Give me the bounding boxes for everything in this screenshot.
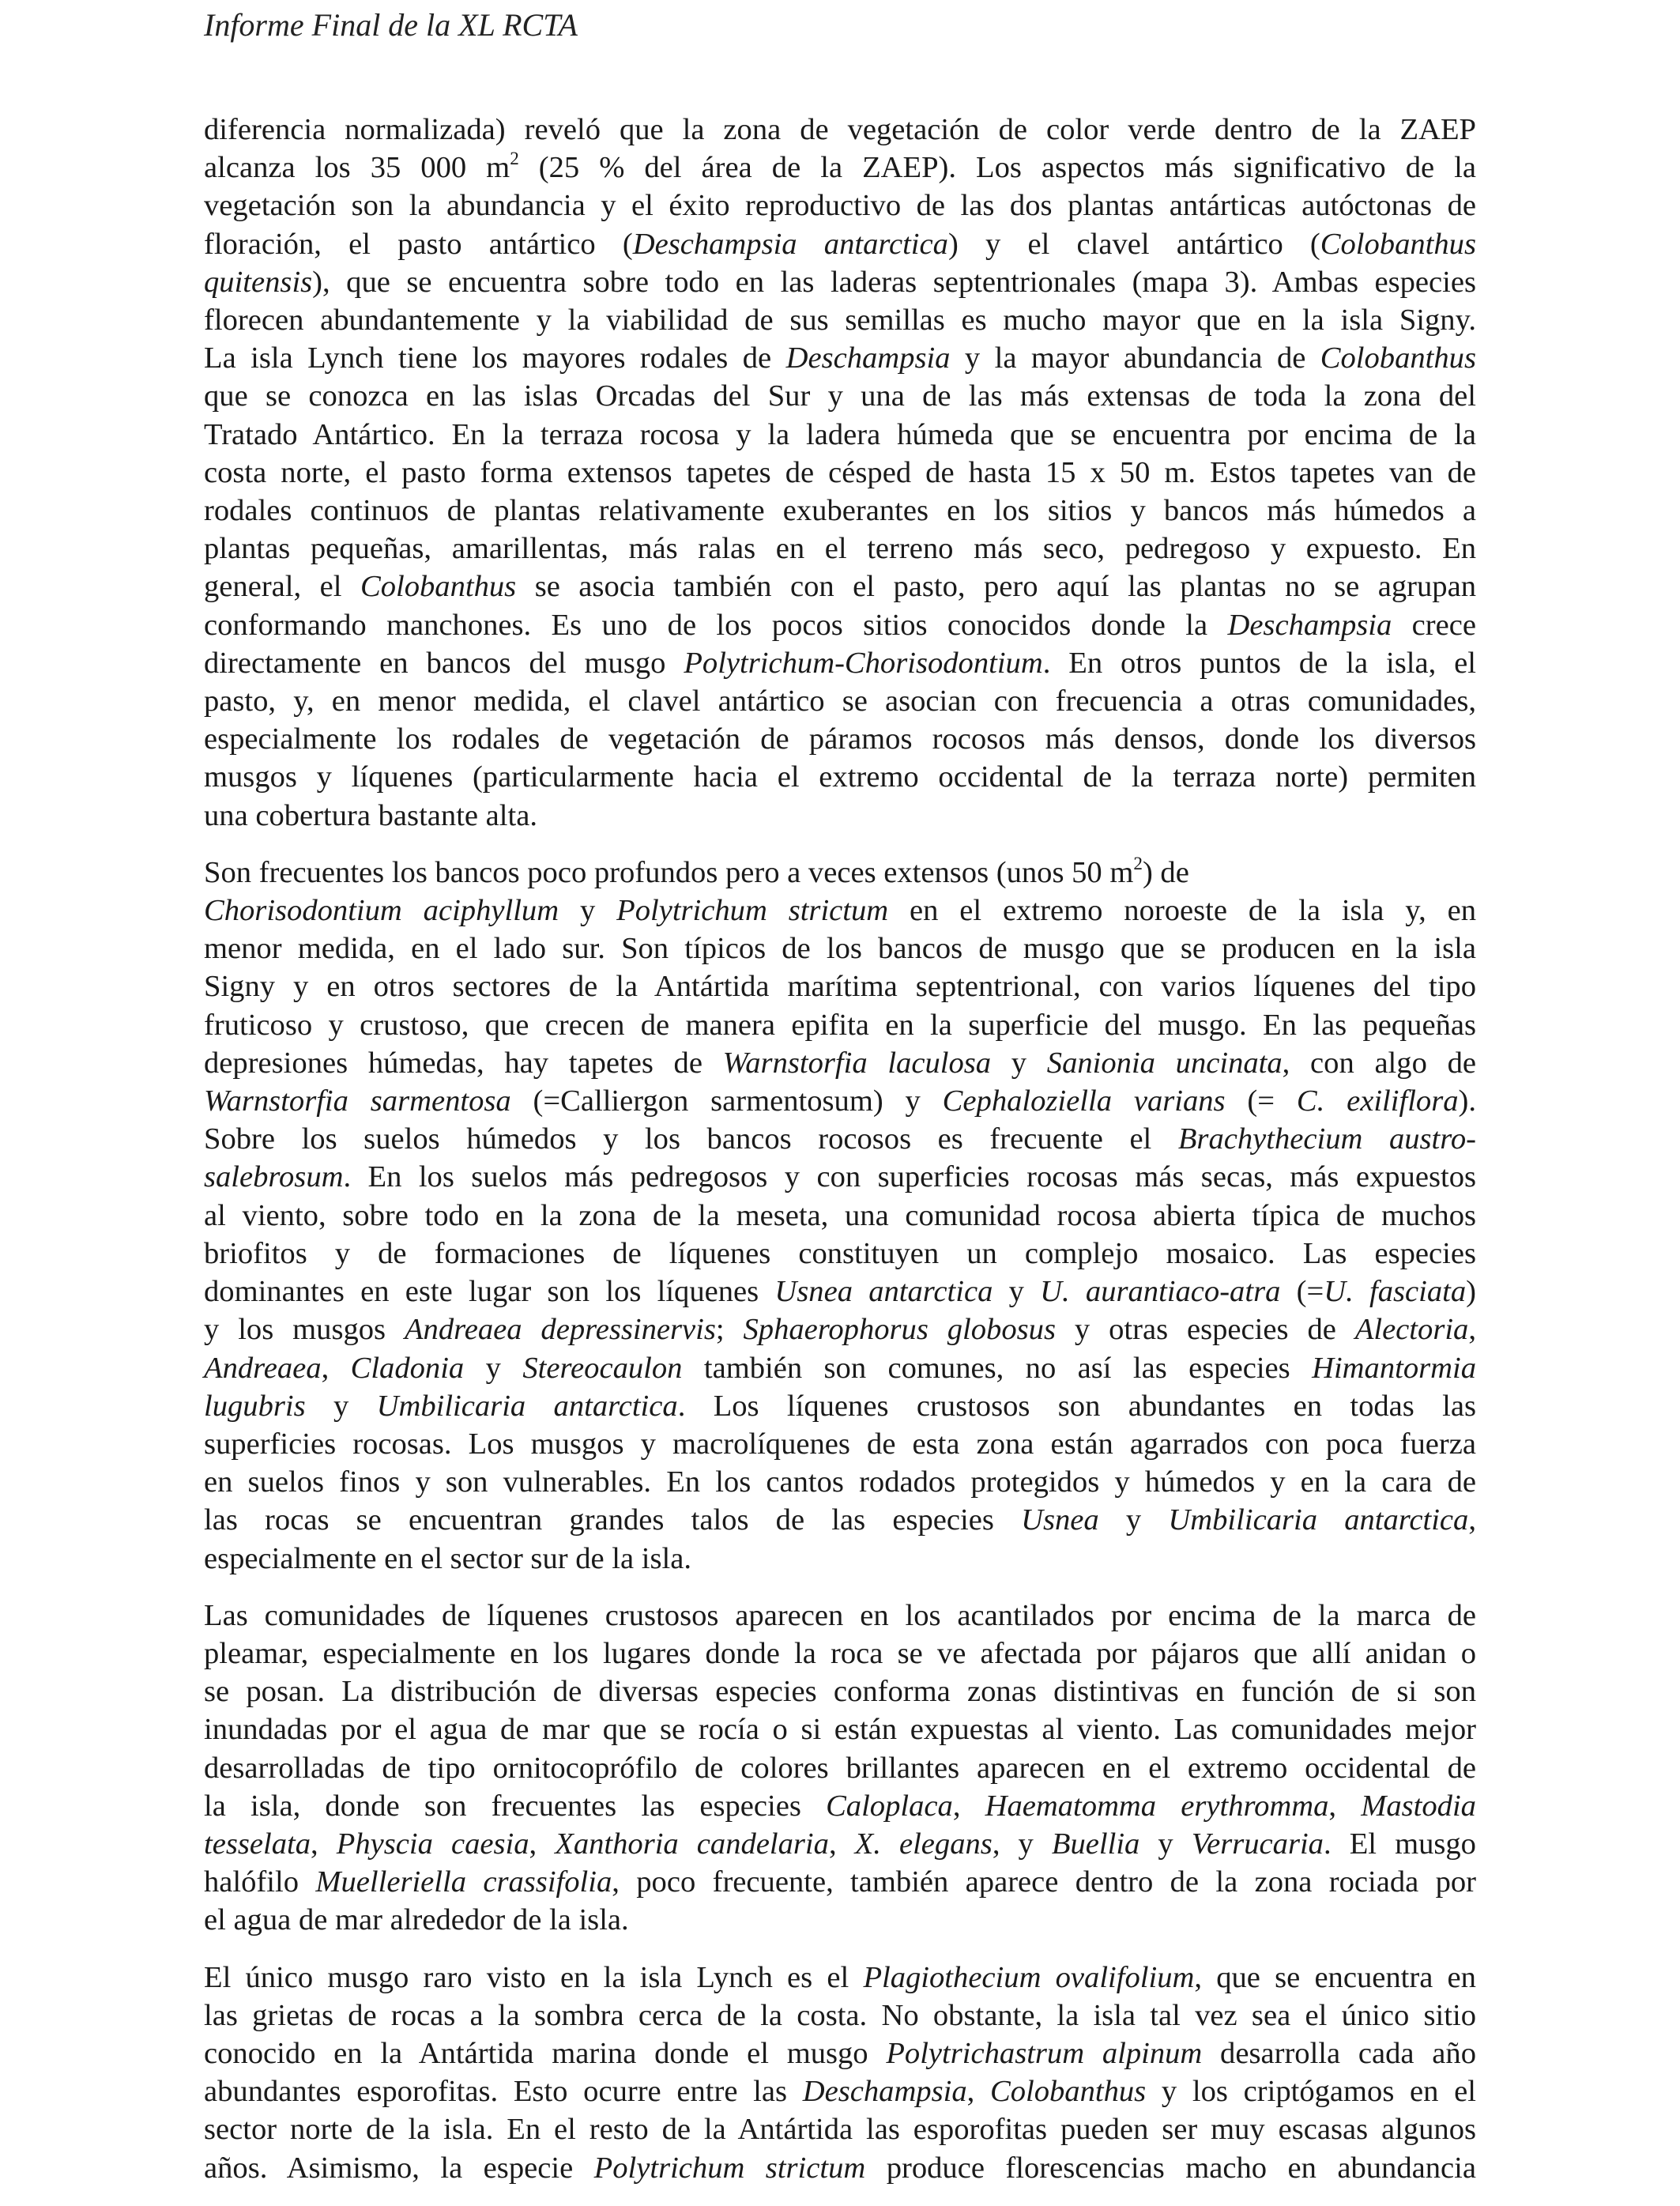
paragraph (204, 111, 1476, 835)
italic-term: Verrucaria (1191, 1827, 1324, 1861)
text-run: directamente en bancos del musgo (204, 646, 684, 680)
text-line (204, 967, 1476, 1005)
text-run: las grietas de rocas a la sombra cerca de la costa. No obstante, la isla tal vez sea el único sitio (204, 1998, 1476, 2032)
text-line (204, 2034, 1476, 2072)
text-run: , y (992, 1827, 1052, 1861)
text-run: rodales continuos de plantas relativamente exuberantes en los sitios y bancos más húmedos a (204, 494, 1476, 528)
text-run: y la mayor abundancia de (950, 341, 1320, 375)
text-line (204, 644, 1476, 682)
italic-term: Deschampsia (785, 341, 951, 375)
document-body (204, 111, 1476, 2206)
italic-term: Xanthoria candelaria (555, 1827, 829, 1861)
text-line (204, 720, 1476, 758)
text-line (204, 149, 1476, 187)
text-line (204, 1959, 1476, 1997)
text-run: en el extremo noroeste de la isla y, en (888, 894, 1476, 928)
italic-term: Umbilicaria antarctica (376, 1389, 678, 1423)
text-line (204, 1997, 1476, 2034)
italic-term: Colobanthus (989, 2075, 1147, 2109)
text-line (204, 758, 1476, 796)
text-run: , (1468, 1503, 1477, 1537)
text-run: , (529, 1827, 556, 1861)
italic-term: Colobanthus (360, 570, 517, 604)
text-run: . En los suelos más pedregosos y con superficies rocosas más secas, más expuestos (343, 1160, 1476, 1194)
text-run: pleamar, especialmente en los lugares donde la roca se ve afectada por pájaros que allí anidan o (204, 1636, 1476, 1670)
text-line (204, 1197, 1476, 1235)
text-run: el agua de mar alrededor de la isla. (204, 1903, 629, 1937)
text-run: , (321, 1351, 351, 1385)
italic-term: Mastodia (1361, 1789, 1476, 1823)
text-line (204, 1463, 1476, 1501)
text-run: La isla Lynch tiene los mayores rodales de (204, 341, 786, 375)
text-line (204, 111, 1476, 149)
text-line (204, 606, 1476, 644)
text-run: alcanza los 35 000 m (204, 151, 510, 185)
text-run: se posan. La distribución de diversas especies conforma zonas distintivas en función de si son (204, 1675, 1476, 1709)
text-run: y los criptógamos en el (1146, 2075, 1476, 2109)
text-run: ) y el clavel antártico ( (947, 227, 1320, 261)
text-run: al viento, sobre todo en la zona de la meseta, una comunidad rocosa abierta típica de muchos (204, 1198, 1476, 1232)
italic-term: U. aurantiaco-atra (1040, 1275, 1281, 1309)
text-run: (= (1225, 1084, 1297, 1118)
text-line (204, 1863, 1476, 1901)
text-run: y (991, 1046, 1047, 1080)
text-line (204, 2110, 1476, 2148)
paragraph (204, 854, 1476, 1578)
text-line (204, 1158, 1476, 1196)
text-run: abundantes esporofitas. Esto ocurre entre las (204, 2075, 803, 2109)
italic-term: Himantormia (1312, 1351, 1476, 1385)
text-run: en suelos finos y son vulnerables. En los cantos rodados protegidos y húmedos y en la cara de (204, 1465, 1476, 1499)
text-run: , (1468, 1313, 1476, 1347)
italic-term: Plagiothecium ovalifolium (863, 1960, 1195, 1994)
text-line (204, 1349, 1476, 1387)
text-run: se asocia también con el pasto, pero aquí las plantas no se agrupan (516, 570, 1476, 604)
text-run: y (559, 894, 617, 928)
italic-term: Chorisodontium aciphyllum (204, 894, 559, 928)
text-run: , que se encuentra en (1194, 1960, 1476, 1994)
text-run: costa norte, el pasto forma extensos tapetes de césped de hasta 15 x 50 m. Estos tapetes van de (204, 455, 1476, 489)
text-run: general, el (204, 570, 360, 604)
italic-term: Andreaea depressinervis (404, 1313, 716, 1347)
italic-term: Alectoria (1354, 1313, 1469, 1347)
text-run: conformando manchones. Es uno de los pocos sitios conocidos donde la (204, 608, 1228, 642)
italic-term: Umbilicaria antarctica (1168, 1503, 1469, 1537)
text-run: y (1098, 1503, 1169, 1537)
text-line (204, 1540, 1476, 1578)
text-run: halófilo (204, 1865, 316, 1899)
text-run: y otras especies de (1055, 1313, 1355, 1347)
text-run: . Los líquenes crustosos son abundantes en todas las (677, 1389, 1476, 1423)
italic-term: Warnstorfia sarmentosa (204, 1084, 511, 1118)
italic-term: Deschampsia (1227, 608, 1392, 642)
text-run: que se conozca en las islas Orcadas del Sur y una de las más extensas de toda la zona del (204, 379, 1476, 413)
italic-term: Polytrichum strictum (593, 2151, 866, 2185)
text-run: y los musgos (204, 1313, 405, 1347)
text-run: sector norte de la isla. En el resto de la Antártida las esporofitas pueden ser muy escasas algunos (204, 2113, 1476, 2147)
text-run: (= (1280, 1275, 1324, 1309)
text-line (204, 377, 1476, 415)
text-run: , (311, 1827, 337, 1861)
text-line (204, 416, 1476, 454)
text-line (204, 1387, 1476, 1425)
italic-term: X. elegans (854, 1827, 993, 1861)
text-run: , (1328, 1789, 1362, 1823)
text-line (204, 1749, 1476, 1787)
text-run: ), que se encuentra sobre todo en las laderas septentrionales (mapa 3). Ambas especies (312, 265, 1476, 299)
text-run: también son comunes, no así las especies (682, 1351, 1313, 1385)
text-run: ) (1466, 1275, 1477, 1309)
italic-term: C. exiliflora (1296, 1084, 1459, 1118)
text-line (204, 1120, 1476, 1158)
italic-term: Colobanthus (1320, 341, 1476, 375)
text-run: , (952, 1789, 985, 1823)
text-run: Tratado Antártico. En la terraza rocosa y la ladera húmeda que se encuentra por encima de la (204, 417, 1476, 451)
italic-term: Physcia caesia (336, 1827, 529, 1861)
text-run: depresiones húmedas, hay tapetes de (204, 1046, 723, 1080)
text-run: años. Asimismo, la especie (204, 2151, 594, 2185)
text-run: Signy y en otros sectores de la Antártida marítima septentrional, con varios líquenes del tipo (204, 970, 1476, 1004)
italic-term: Sanionia uncinata (1046, 1046, 1283, 1080)
text-line (204, 1273, 1476, 1310)
text-run: plantas pequeñas, amarillentas, más ralas en el terreno más seco, pedregoso y expuesto. En (204, 532, 1476, 566)
text-line (204, 1672, 1476, 1710)
text-line (204, 1901, 1476, 1939)
text-run: . El musgo (1323, 1827, 1476, 1861)
text-line (204, 225, 1476, 263)
page-header: Informe Final de la XL RCTA (204, 7, 578, 43)
text-run: la isla, donde son frecuentes las especies (204, 1789, 827, 1823)
text-run: Sobre los suelos húmedos y los bancos rocosos es frecuente el (204, 1122, 1178, 1156)
text-run: pasto, y, en menor medida, el clavel antártico se asocian con frecuencia a otras comunidades, (204, 684, 1476, 718)
text-run: ; (715, 1313, 744, 1347)
italic-term: Polytrichum strictum (616, 894, 889, 928)
italic-term: Polytrichastrum alpinum (886, 2036, 1203, 2070)
text-run: y (993, 1275, 1041, 1309)
text-line (204, 1425, 1476, 1463)
text-run: crece (1392, 608, 1477, 642)
text-run: y (1139, 1827, 1192, 1861)
text-line (204, 301, 1476, 339)
italic-term: Polytrichum-Chorisodontium (684, 646, 1043, 680)
text-run: especialmente los rodales de vegetación de páramos rocosos más densos, donde los diversos (204, 722, 1476, 756)
text-line (204, 854, 1476, 892)
text-line (204, 263, 1476, 301)
italic-term: Stereocaulon (522, 1351, 683, 1385)
text-line (204, 1006, 1476, 1044)
text-run: , con algo de (1282, 1046, 1476, 1080)
text-run: Son frecuentes los bancos poco profundos pero a veces extensos (unos 50 m (204, 855, 1134, 889)
text-run: El único musgo raro visto en la isla Lynch es el (204, 1960, 864, 1994)
text-line (204, 1235, 1476, 1273)
text-line (204, 2072, 1476, 2110)
text-run: una cobertura bastante alta. (204, 798, 538, 832)
text-run: superficies rocosas. Los musgos y macrolíquenes de esta zona están agarrados con poca fuerza (204, 1427, 1476, 1461)
text-run: . En otros puntos de la isla, el (1042, 646, 1476, 680)
text-run: dominantes en este lugar son los líquenes (204, 1275, 775, 1309)
text-run: Las comunidades de líquenes crustosos aparecen en los acantilados por encima de la marca de (204, 1598, 1476, 1632)
text-run: florecen abundantemente y la viabilidad de sus semillas es mucho mayor que en la isla Signy. (204, 304, 1476, 337)
italic-term: Muelleriella crassifolia (315, 1865, 612, 1899)
text-run: musgos y líquenes (particularmente hacia el extremo occidental de la terraza norte) permiten (204, 760, 1476, 794)
text-line (204, 492, 1476, 530)
paragraph (204, 1959, 1476, 2187)
text-run: desarrolla cada año (1202, 2036, 1476, 2070)
text-run: conocido en la Antártida marina donde el musgo (204, 2036, 887, 2070)
italic-term: Caloplaca (826, 1789, 953, 1823)
text-run: ) de (1142, 855, 1189, 889)
italic-term: Usnea antarctica (774, 1275, 993, 1309)
text-line (204, 1825, 1476, 1863)
text-line (204, 1082, 1476, 1120)
text-run: y (305, 1389, 377, 1423)
text-run: inundadas por el agua de mar que se rocía o si están expuestas al viento. Las comunidades mejor (204, 1713, 1476, 1747)
text-run: menor medida, en el lado sur. Son típicos de los bancos de musgo que se producen en la isla (204, 932, 1476, 966)
text-line (204, 930, 1476, 967)
text-run: ). (1458, 1084, 1477, 1118)
text-line (204, 797, 1476, 835)
italic-term: Andreaea (204, 1351, 322, 1385)
italic-term: U. fasciata (1324, 1275, 1467, 1309)
paragraph (204, 1597, 1476, 1940)
text-run: , (828, 1827, 855, 1861)
italic-term: Usnea (1021, 1503, 1099, 1537)
text-run: fruticoso y crustoso, que crecen de manera epifita en la superficie del musgo. En las pequeñas (204, 1008, 1476, 1042)
italic-term: Warnstorfia laculosa (722, 1046, 992, 1080)
text-line (204, 1710, 1476, 1748)
text-line (204, 2149, 1476, 2187)
text-line (204, 1044, 1476, 1082)
text-line (204, 187, 1476, 224)
text-run: vegetación son la abundancia y el éxito reproductivo de las dos plantas antárticas autóctonas de (204, 189, 1476, 223)
text-run: desarrolladas de tipo ornitocoprófilo de colores brillantes aparecen en el extremo occidental de (204, 1751, 1476, 1785)
italic-term: Deschampsia antarctica (632, 227, 948, 261)
text-line (204, 682, 1476, 720)
text-line (204, 1597, 1476, 1635)
italic-term: Colobanthus (1320, 227, 1476, 261)
italic-term: salebrosum (204, 1160, 344, 1194)
text-line (204, 530, 1476, 568)
italic-term: Cladonia (350, 1351, 465, 1385)
text-line (204, 1310, 1476, 1348)
text-line (204, 892, 1476, 930)
italic-term: Buellia (1051, 1827, 1140, 1861)
text-run: (=Calliergon sarmentosum) y (510, 1084, 943, 1118)
text-run: , (966, 2075, 990, 2109)
text-line (204, 568, 1476, 605)
text-run: , poco frecuente, también aparece dentro de la zona rociada por (612, 1865, 1477, 1899)
italic-term: lugubris (204, 1389, 306, 1423)
italic-term: Cephaloziella varians (942, 1084, 1226, 1118)
italic-term: tesselata (204, 1827, 311, 1861)
text-run: briofitos y de formaciones de líquenes constituyen un complejo mosaico. Las especies (204, 1236, 1476, 1270)
superscript: 2 (510, 149, 519, 169)
text-line (204, 1635, 1476, 1672)
text-line (204, 339, 1476, 377)
text-run: floración, el pasto antártico ( (204, 227, 633, 261)
italic-term: Brachythecium austro- (1177, 1122, 1476, 1156)
text-run: las rocas se encuentran grandes talos de las especies (204, 1503, 1022, 1537)
italic-term: Deschampsia (802, 2075, 967, 2109)
text-line (204, 454, 1476, 492)
text-run: diferencia normalizada) reveló que la zona de vegetación de color verde dentro de la ZAEP (204, 113, 1476, 146)
superscript: 2 (1133, 853, 1143, 874)
italic-term: Haematomma erythromma (985, 1789, 1329, 1823)
text-run: (25 % del área de la ZAEP). Los aspectos más significativo de la (518, 151, 1476, 185)
text-run: y (464, 1351, 523, 1385)
text-line (204, 1501, 1476, 1539)
text-line (204, 1787, 1476, 1825)
text-run: especialmente en el sector sur de la isla. (204, 1541, 691, 1575)
italic-term: quitensis (204, 265, 313, 299)
text-run: produce florescencias macho en abundancia (865, 2151, 1476, 2185)
italic-term: Sphaerophorus globosus (743, 1313, 1056, 1347)
